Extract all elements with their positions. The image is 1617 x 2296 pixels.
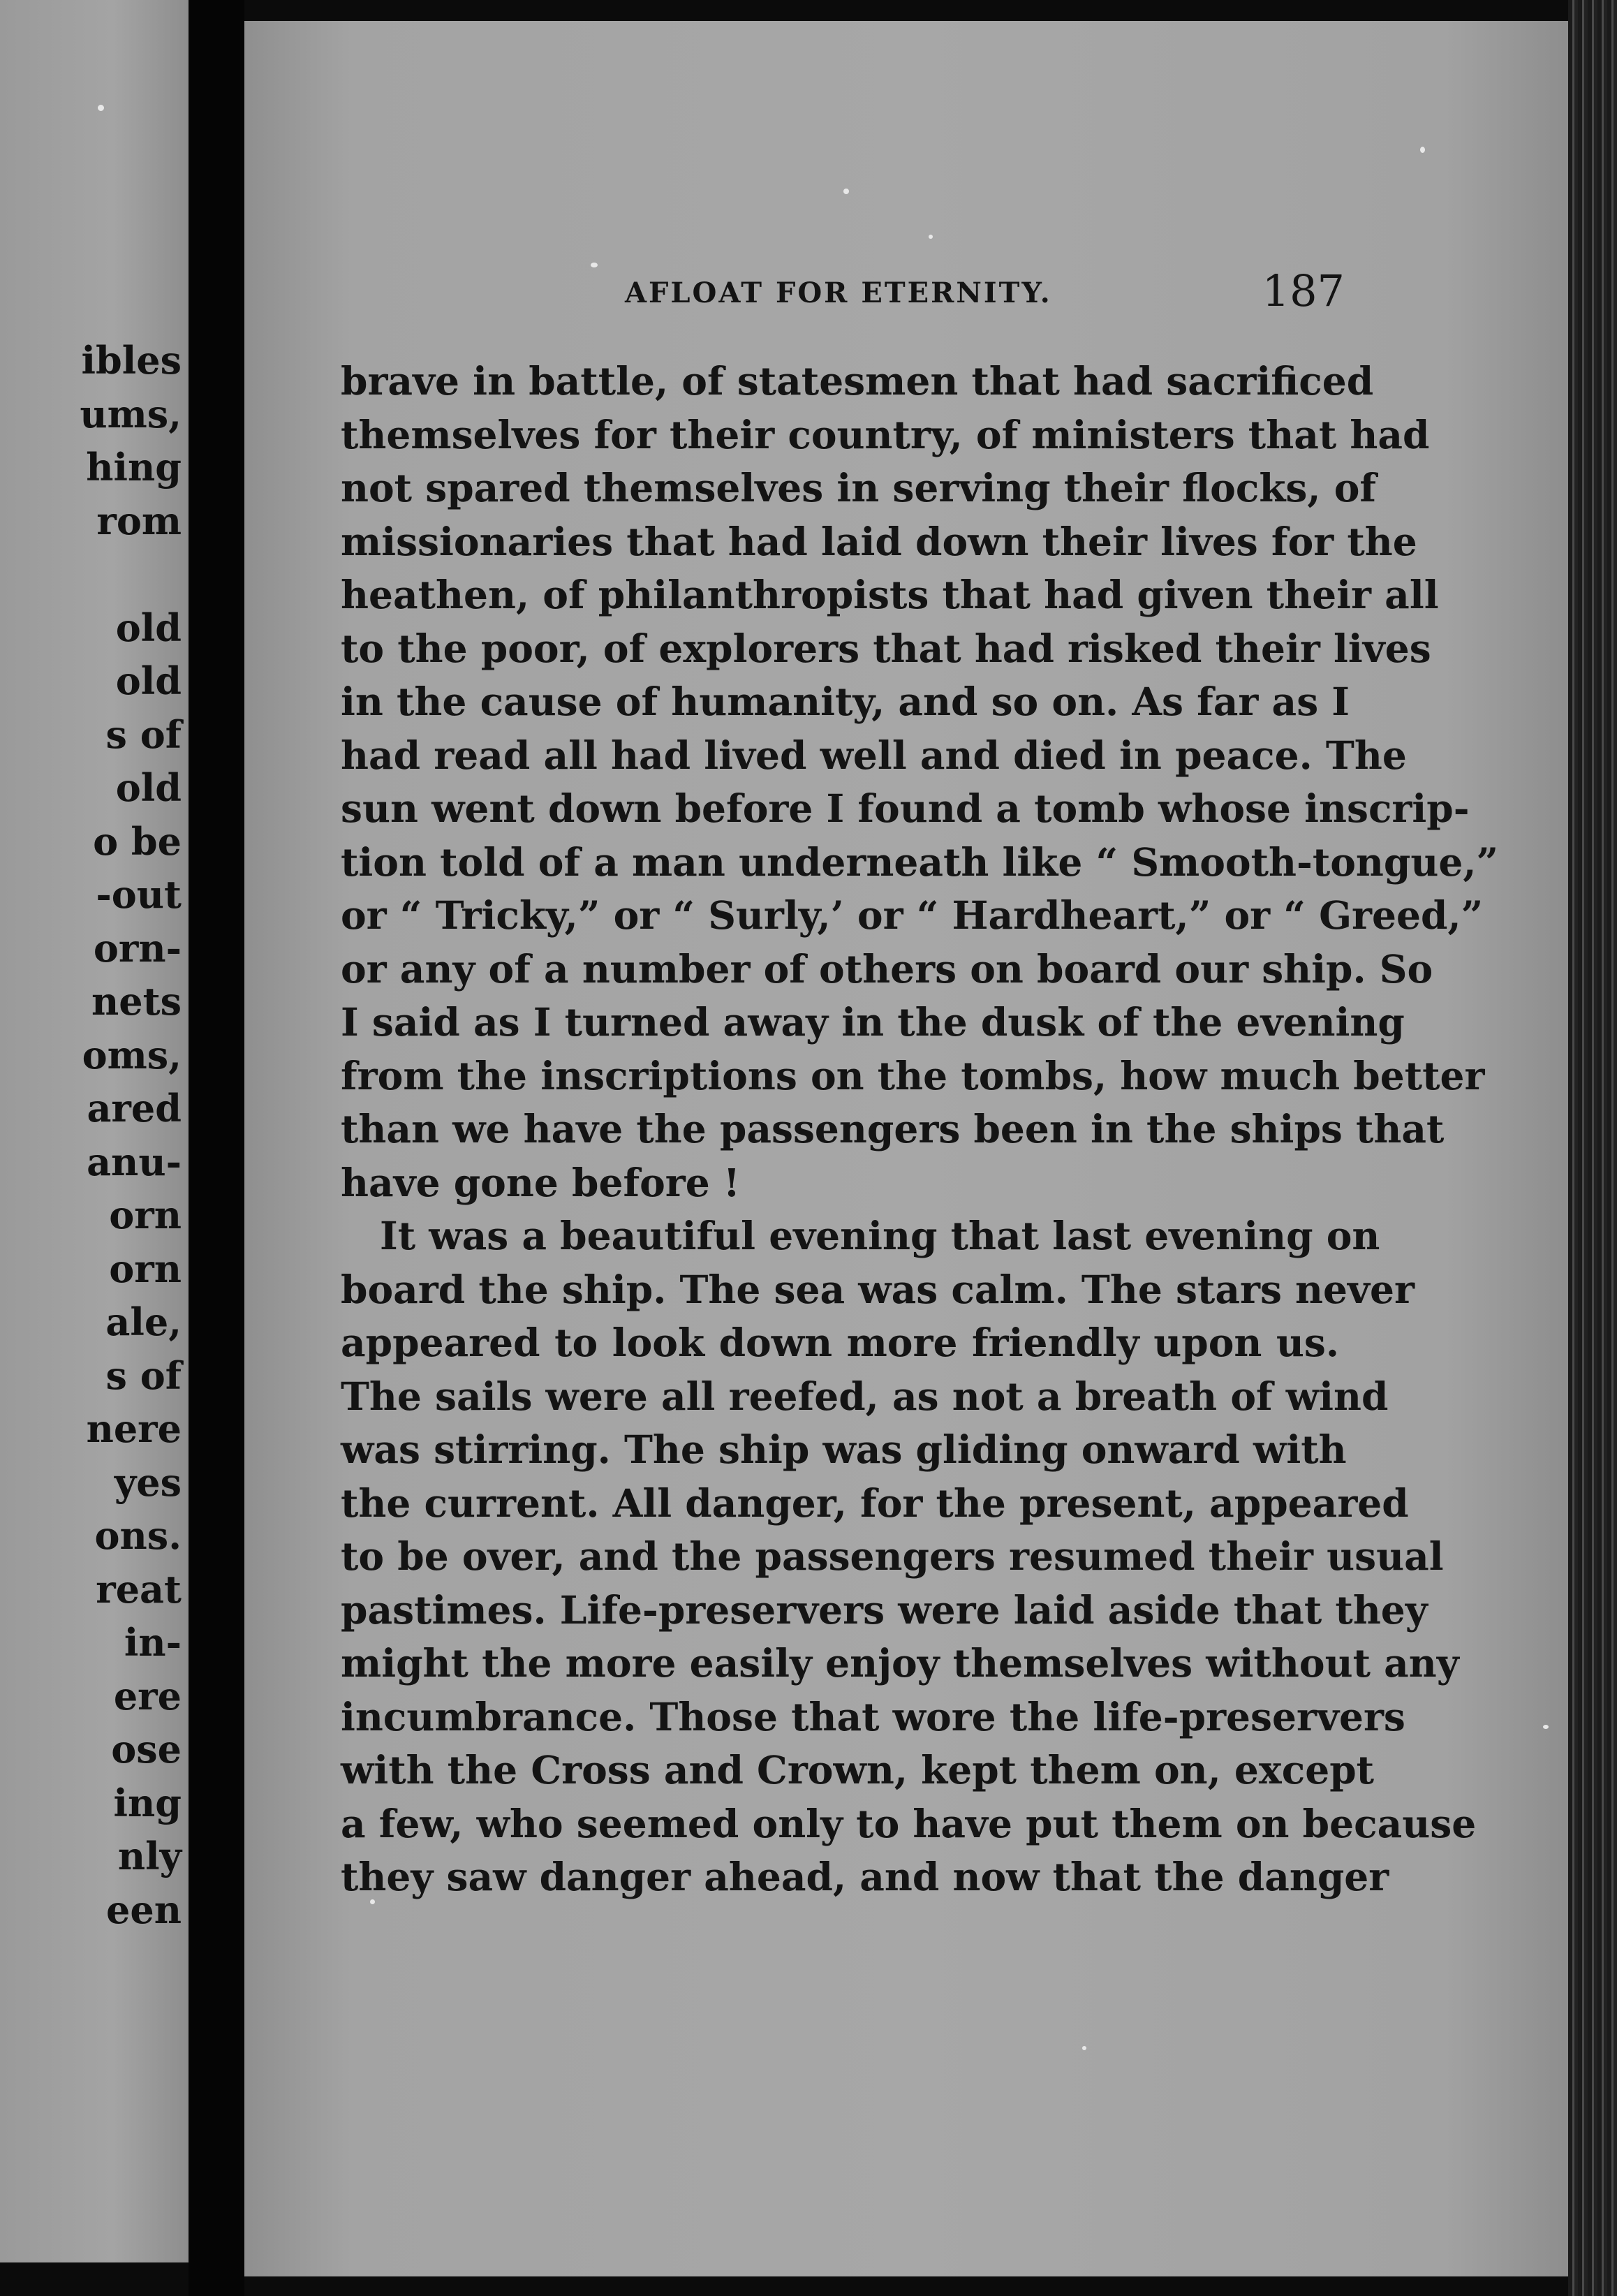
scan-speck: [1420, 147, 1425, 153]
text-line-paragraph-start: It was a beautiful evening that last evening on: [380, 1213, 1380, 1258]
previous-page-text: [80, 334, 182, 1936]
text-line: in the cause of humanity, and so on. As far as I: [341, 679, 1350, 724]
previous-page-line: nly: [117, 1834, 182, 1878]
text-line: might the more easily enjoy themselves without any: [341, 1640, 1459, 1686]
previous-page-line: ibles: [81, 338, 182, 383]
text-line: incumbrance. Those that wore the life-preservers: [341, 1693, 1405, 1739]
scan-speck: [370, 1899, 375, 1904]
text-line: was stirring. The ship was gliding onward with: [341, 1427, 1347, 1472]
text-line: sun went down before I found a tomb whose inscrip-: [341, 786, 1470, 831]
text-line: with the Cross and Crown, kept them on, except: [341, 1747, 1375, 1793]
previous-page-line: ose: [111, 1727, 182, 1772]
scan-speck: [98, 105, 104, 111]
previous-page-line: old: [115, 765, 182, 810]
previous-page-line: orn: [109, 1246, 182, 1291]
text-line: than we have the passengers been in the ships that: [341, 1106, 1445, 1151]
previous-page-line: oms,: [82, 1032, 182, 1077]
page-stack-edge: [1568, 0, 1617, 2296]
scan-speck: [591, 263, 598, 267]
previous-page-line: ale,: [105, 1300, 182, 1344]
text-line: from the inscriptions on the tombs, how much better: [341, 1052, 1485, 1098]
text-line: they saw danger ahead, and now that the danger: [341, 1854, 1389, 1899]
text-line: board the ship. The sea was calm. The stars never: [341, 1266, 1415, 1312]
text-line: appeared to look down more friendly upon us.: [341, 1320, 1339, 1365]
previous-page-line: old: [115, 605, 182, 650]
scan-speck: [1082, 2046, 1086, 2050]
previous-page-line: ums,: [80, 391, 182, 436]
previous-page-line: ared: [87, 1086, 182, 1131]
previous-page-line: -out: [96, 872, 182, 917]
previous-page-line: o be: [93, 818, 182, 864]
page-number: 187: [1262, 265, 1345, 316]
previous-page-line: rom: [96, 498, 182, 543]
previous-page-line: reat: [96, 1566, 182, 1612]
text-line: heathen, of philanthropists that had given their all: [341, 572, 1439, 617]
previous-page-gap: [80, 547, 182, 601]
running-head: AFLOAT FOR ETERNITY.: [625, 277, 1052, 309]
text-line: to the poor, of explorers that had risked their lives: [341, 625, 1431, 671]
text-line: brave in battle, of statesmen that had sacrificed: [341, 358, 1374, 404]
text-line: a few, who seemed only to have put them on because: [341, 1800, 1477, 1846]
previous-page-line: nets: [91, 979, 182, 1024]
previous-page-line: ere: [113, 1673, 182, 1719]
previous-page-line: anu-: [87, 1139, 182, 1184]
text-line: or “ Tricky,” or “ Surly,’ or “ Hardheart,” or “ Greed,”: [341, 892, 1484, 938]
previous-page-line: orn-: [93, 925, 182, 971]
previous-page-line: hing: [86, 445, 182, 490]
text-line-paragraph-end: have gone before !: [341, 1159, 741, 1205]
text-line: or any of a number of others on board our ship. So: [341, 945, 1433, 992]
body-text: [341, 355, 1499, 1904]
previous-page-line: old: [115, 658, 182, 703]
previous-page-line: een: [106, 1887, 182, 1932]
text-line: to be over, and the passengers resumed their usual: [341, 1533, 1444, 1579]
scan-speck: [843, 189, 849, 194]
text-line: not spared themselves in serving their flocks, of: [341, 465, 1377, 510]
previous-page-line: ons.: [94, 1513, 182, 1558]
previous-page-line: in-: [124, 1620, 182, 1665]
text-line: missionaries that had laid down their lives for the: [341, 518, 1417, 564]
previous-page-line: orn: [109, 1193, 182, 1237]
text-line: themselves for their country, of ministers that had: [341, 411, 1430, 457]
scan-speck: [1543, 1725, 1549, 1729]
text-line: had read all had lived well and died in peace. The: [341, 732, 1407, 778]
previous-page-line: ing: [113, 1780, 182, 1825]
previous-page-line: s of: [105, 1353, 182, 1398]
book-gutter: [189, 0, 244, 2296]
previous-page-line: nere: [86, 1406, 182, 1451]
scan-speck: [929, 235, 933, 239]
text-line: pastimes. Life-preservers were laid aside that they: [341, 1587, 1428, 1633]
previous-page-line: s of: [105, 712, 182, 757]
previous-page-fragment: [0, 0, 189, 2262]
text-line: tion told of a man underneath like “ Smooth-tongue,”: [341, 839, 1499, 885]
previous-page-line: yes: [114, 1459, 182, 1505]
text-line: I said as I turned away in the dusk of the evening: [341, 999, 1405, 1045]
text-line: The sails were all reefed, as not a breath of wind: [341, 1373, 1389, 1419]
text-line: the current. All danger, for the present, appeared: [341, 1480, 1409, 1526]
